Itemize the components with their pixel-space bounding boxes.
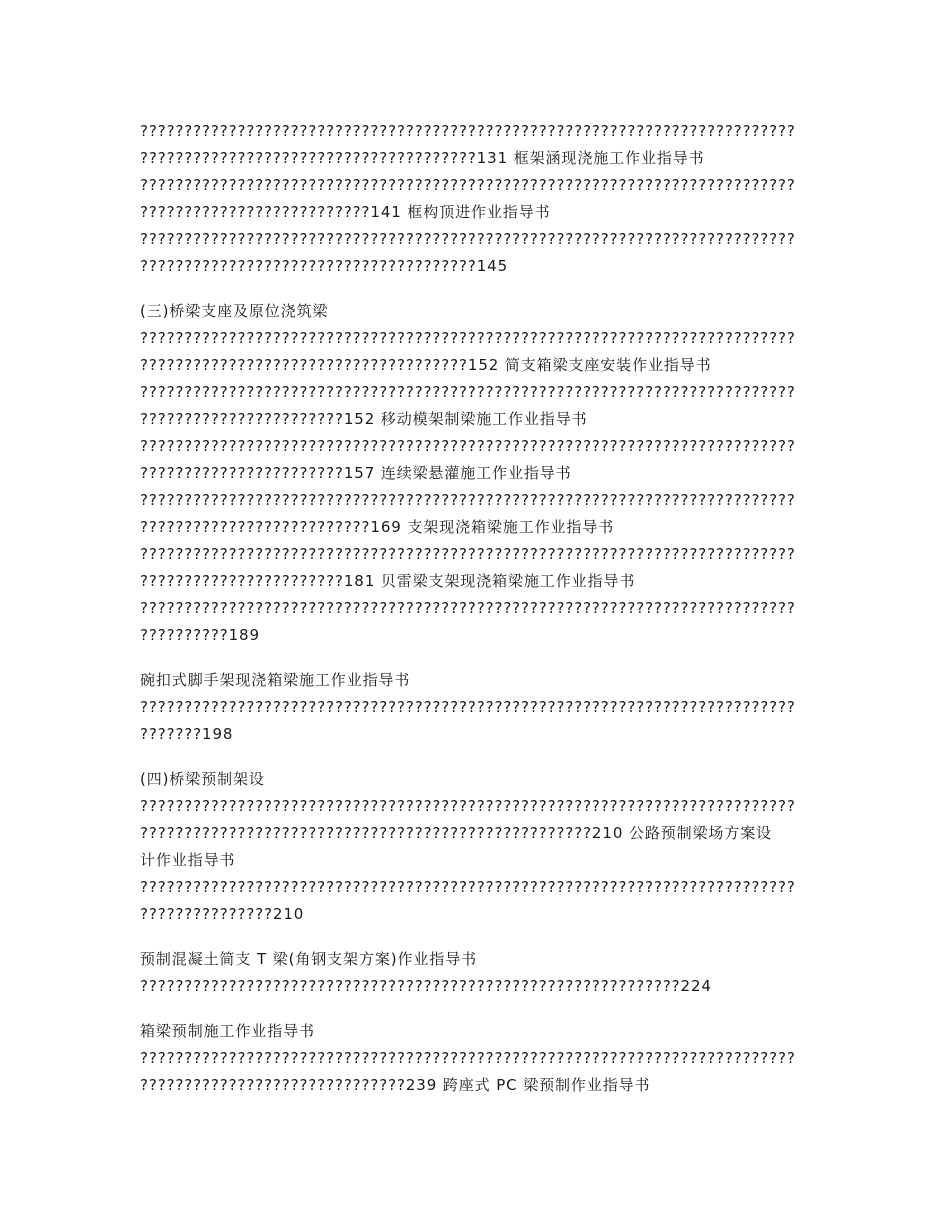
toc-line-17: ???????????????????????181 贝雷梁支架现浇箱梁施工作业指导书 <box>140 572 636 590</box>
section-gap <box>140 928 812 946</box>
toc-line-8: ?????????????????????????????????????????????????????????????????????????? <box>140 329 796 347</box>
toc-line-1: ??????????????????????????????????????131 框架涵现浇施工作业指导书 <box>140 149 705 167</box>
section-gap <box>140 1000 812 1018</box>
toc-line-19: ??????????189 <box>140 626 260 644</box>
section-heading-bridge-bearings: (三)桥梁支座及原位浇筑梁 <box>140 302 329 320</box>
toc-line-30: ???????????????210 <box>140 905 305 923</box>
toc-line-12: ?????????????????????????????????????????????????????????????????????????? <box>140 437 796 455</box>
section-gap <box>140 649 812 667</box>
toc-line-10: ?????????????????????????????????????????????????????????????????????????? <box>140 383 796 401</box>
section-gap <box>140 280 812 298</box>
toc-line-22: ?????????????????????????????????????????????????????????????????????????? <box>140 698 796 716</box>
toc-line-23: ???????198 <box>140 725 234 743</box>
toc-line-11: ???????????????????????152 移动模架制梁施工作业指导书 <box>140 410 588 428</box>
toc-line-13: ???????????????????????157 连续梁悬灌施工作业指导书 <box>140 464 572 482</box>
section-gap <box>140 748 812 766</box>
section-heading-box-girder: 箱梁预制施工作业指导书 <box>140 1022 315 1040</box>
toc-line-18: ?????????????????????????????????????????????????????????????????????????? <box>140 599 796 617</box>
toc-line-28: 计作业指导书 <box>140 851 236 869</box>
toc-line-9: ?????????????????????????????????????152 简支箱梁支座安装作业指导书 <box>140 356 712 374</box>
toc-line-29: ?????????????????????????????????????????????????????????????????????????? <box>140 878 796 896</box>
toc-line-26: ?????????????????????????????????????????????????????????????????????????? <box>140 797 796 815</box>
toc-line-3: ??????????????????????????141 框构顶进作业指导书 <box>140 203 551 221</box>
toc-line-0: ?????????????????????????????????????????????????????????????????????????? <box>140 122 796 140</box>
toc-line-37: ??????????????????????????????239 跨座式 PC 梁预制作业指导书 <box>140 1076 651 1094</box>
toc-line-36: ?????????????????????????????????????????????????????????????????????????? <box>140 1049 796 1067</box>
section-heading-t-beam: 预制混凝土简支 T 梁(角钢支架方案)作业指导书 <box>140 950 478 968</box>
toc-line-33: ?????????????????????????????????????????????????????????????224 <box>140 977 712 995</box>
toc-page <box>140 118 812 1099</box>
section-heading-bowl-buckle: 碗扣式脚手架现浇箱梁施工作业指导书 <box>140 671 411 689</box>
toc-line-14: ?????????????????????????????????????????????????????????????????????????? <box>140 491 796 509</box>
toc-line-27: ???????????????????????????????????????????????????210 公路预制梁场方案设 <box>140 824 773 842</box>
section-heading-prefab-erection: (四)桥梁预制架设 <box>140 770 265 788</box>
toc-line-16: ?????????????????????????????????????????????????????????????????????????? <box>140 545 796 563</box>
toc-line-15: ??????????????????????????169 支架现浇箱梁施工作业指导书 <box>140 518 615 536</box>
toc-line-2: ?????????????????????????????????????????????????????????????????????????? <box>140 176 796 194</box>
toc-line-4: ?????????????????????????????????????????????????????????????????????????? <box>140 230 796 248</box>
toc-line-5: ??????????????????????????????????????145 <box>140 257 509 275</box>
